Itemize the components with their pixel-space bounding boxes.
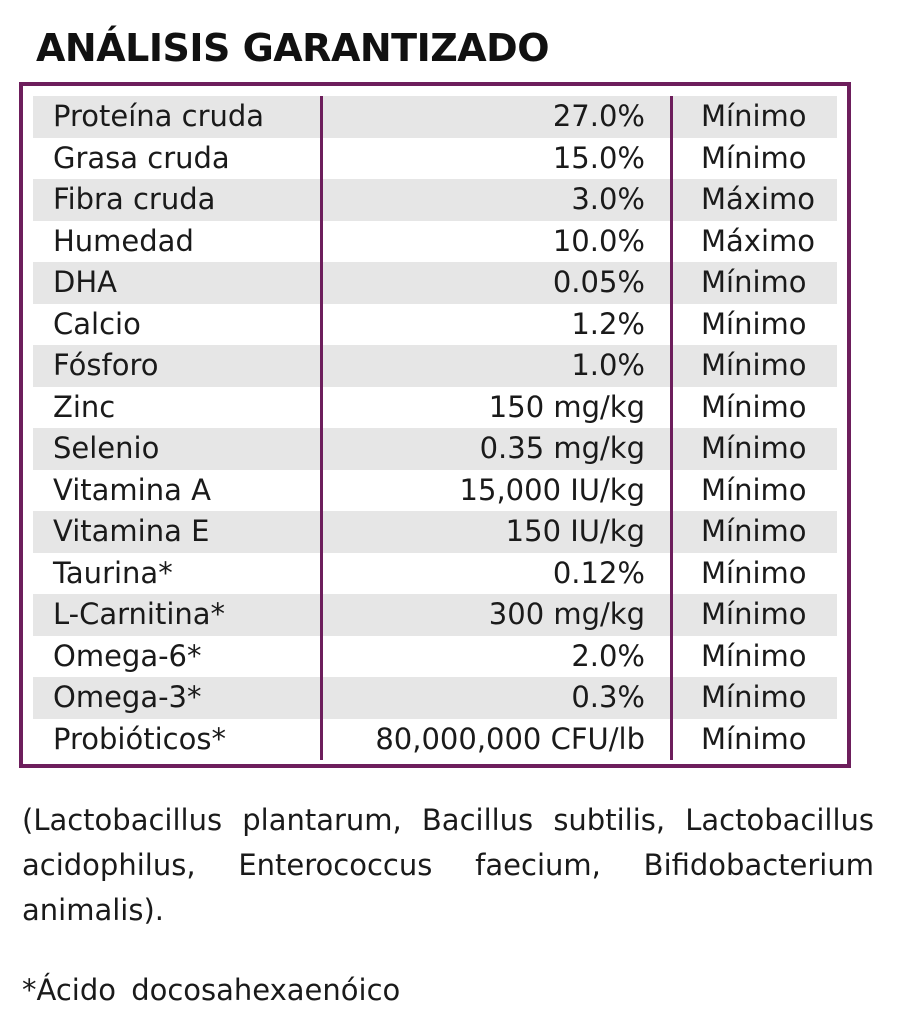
nutrient-value: 150 mg/kg — [320, 387, 670, 429]
nutrient-limit: Mínimo — [670, 428, 837, 470]
nutrient-name: Omega-6* — [53, 638, 202, 673]
table-row — [33, 138, 837, 180]
nutrient-value: 80,000,000 CFU/lb — [320, 719, 670, 761]
page-title: ANÁLISIS GARANTIZADO — [36, 26, 550, 70]
nutrient-limit: Mínimo — [670, 719, 837, 761]
nutrient-name: Humedad — [53, 223, 194, 258]
table-row — [33, 553, 837, 595]
nutrient-value: 27.0% — [320, 96, 670, 138]
table-row — [33, 511, 837, 553]
nutrient-limit: Mínimo — [670, 387, 837, 429]
table-row — [33, 387, 837, 429]
table-row — [33, 719, 837, 761]
nutrient-limit: Mínimo — [670, 138, 837, 180]
nutrient-name: L-Carnitina* — [53, 597, 226, 631]
nutrient-limit: Mínimo — [670, 96, 837, 138]
nutrient-value: 300 mg/kg — [320, 594, 670, 636]
nutrient-name: Omega-3* — [53, 680, 202, 714]
table-row — [33, 594, 837, 636]
nutrient-limit: Máximo — [670, 179, 837, 221]
nutrient-value: 3.0% — [320, 179, 670, 221]
nutrient-value: 10.0% — [320, 221, 670, 263]
nutrient-name: Grasa cruda — [53, 140, 230, 175]
table-row — [33, 677, 837, 719]
nutrient-value: 15.0% — [320, 138, 670, 180]
footnote: *Ácido docosahexaenóico — [22, 973, 401, 1007]
nutrient-limit: Mínimo — [670, 304, 837, 346]
nutrient-limit: Mínimo — [670, 345, 837, 387]
nutrient-name: Vitamina A — [53, 472, 211, 507]
table-row — [33, 304, 837, 346]
nutrient-value: 0.12% — [320, 553, 670, 595]
table-row — [33, 428, 837, 470]
nutrient-limit: Mínimo — [670, 553, 837, 595]
nutrient-limit: Mínimo — [670, 636, 837, 678]
table-row — [33, 345, 837, 387]
nutrient-value: 150 IU/kg — [320, 511, 670, 553]
nutrient-name: Calcio — [53, 306, 141, 341]
table-row — [33, 262, 837, 304]
guaranteed-analysis-table — [19, 82, 851, 768]
nutrient-limit: Mínimo — [670, 677, 837, 719]
nutrient-limit: Mínimo — [670, 594, 837, 636]
nutrient-limit: Mínimo — [670, 262, 837, 304]
nutrient-value: 0.05% — [320, 262, 670, 304]
table-row — [33, 179, 837, 221]
nutrient-value: 0.3% — [320, 677, 670, 719]
nutrient-name: Taurina* — [53, 555, 173, 590]
nutrient-name: Fósforo — [53, 348, 159, 382]
nutrient-limit: Máximo — [670, 221, 837, 263]
nutrient-limit: Mínimo — [670, 470, 837, 512]
nutrient-name: Vitamina E — [53, 514, 210, 548]
nutrient-value: 15,000 IU/kg — [320, 470, 670, 512]
nutrient-value: 1.0% — [320, 345, 670, 387]
nutrient-name: Proteína cruda — [53, 99, 265, 133]
table-row — [33, 470, 837, 512]
table-row — [33, 96, 837, 138]
nutrient-name: Fibra cruda — [53, 182, 216, 216]
nutrient-limit: Mínimo — [670, 511, 837, 553]
probiotics-note: (Lactobacillus plantarum, Bacillus subtilis, Lactobacillus acidophilus, Enterococcus faecium, Bifidobacterium animalis). — [22, 803, 874, 927]
nutrient-name: Zinc — [53, 389, 116, 424]
nutrient-name: Selenio — [53, 431, 160, 465]
table-row — [33, 636, 837, 678]
nutrient-value: 1.2% — [320, 304, 670, 346]
nutrient-name: Probióticos* — [53, 721, 226, 756]
nutrient-name: DHA — [53, 265, 117, 299]
nutrient-value: 2.0% — [320, 636, 670, 678]
nutrient-value: 0.35 mg/kg — [320, 428, 670, 470]
table-row — [33, 221, 837, 263]
table-body — [33, 96, 837, 760]
